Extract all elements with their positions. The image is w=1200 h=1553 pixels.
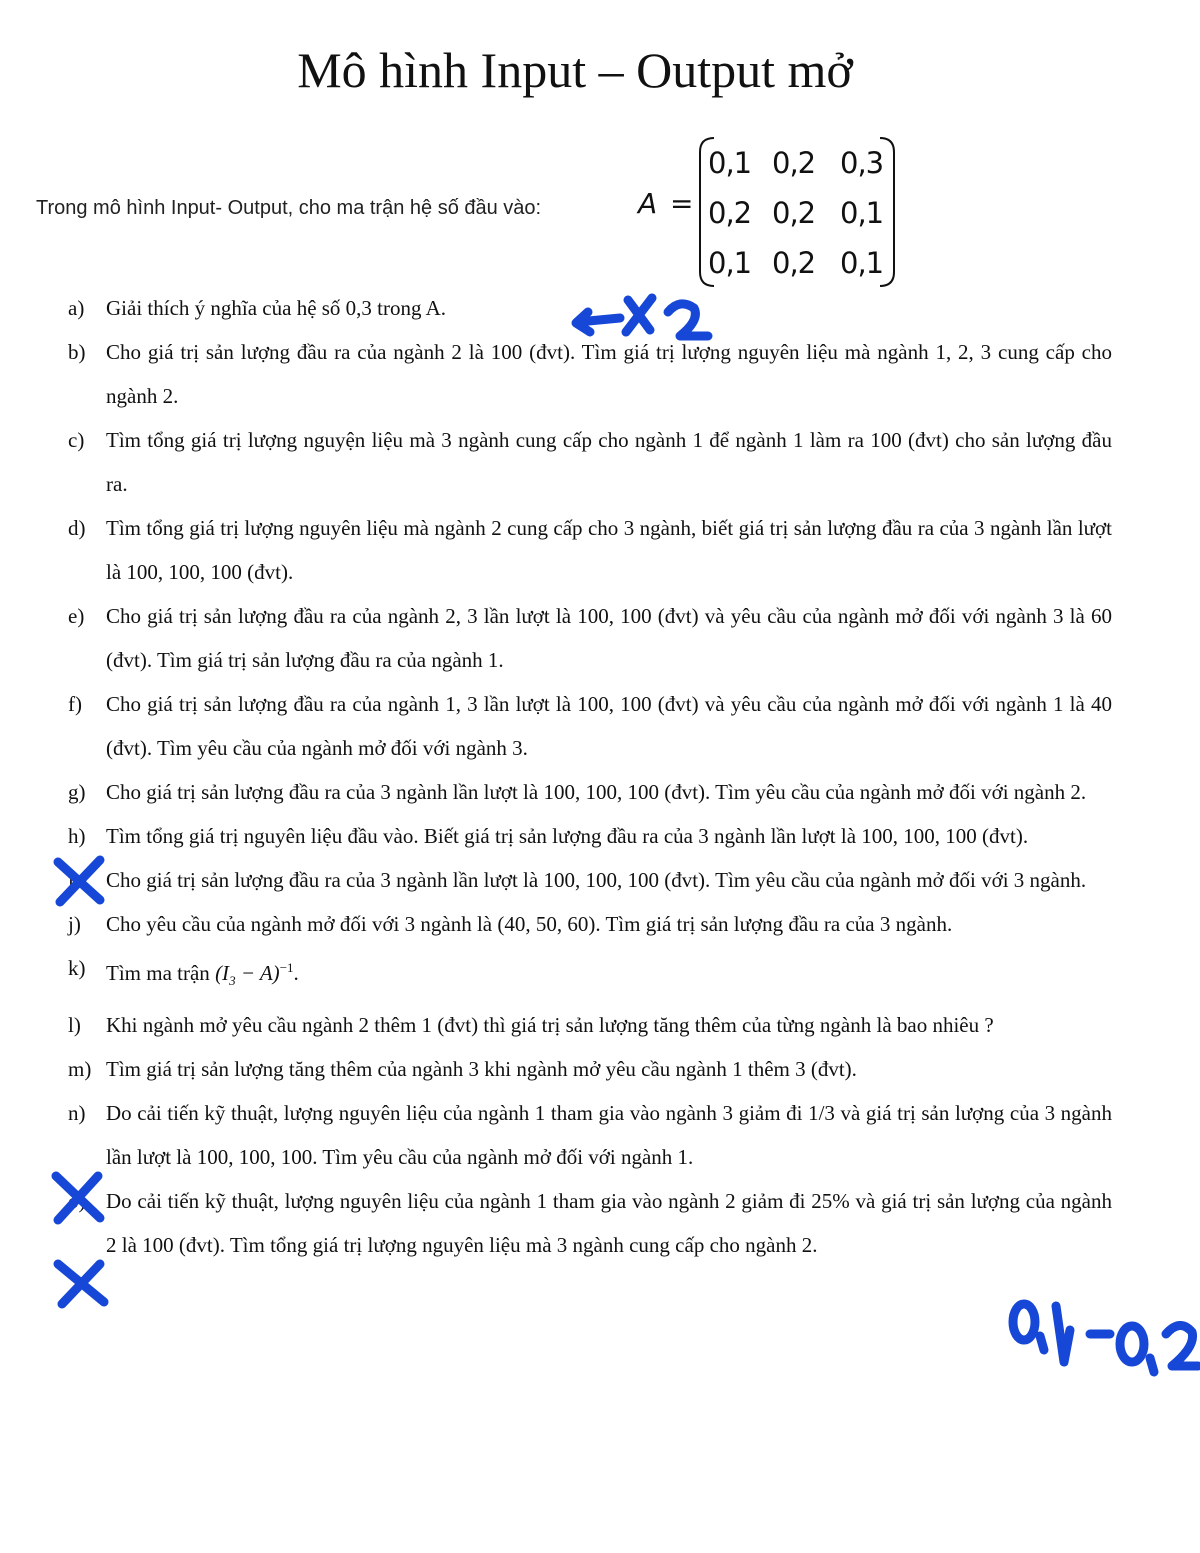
item-marker: c) [68, 428, 85, 452]
item-text: Cho giá trị sản lượng đầu ra của ngành 2 là 100 (đvt). Tìm giá trị lượng nguyên liệu mà ngành 1, 2, 3 cung cấp cho ngành 2. [106, 340, 1112, 408]
question-g [68, 770, 1112, 814]
question-m [68, 1047, 1112, 1091]
item-text: Cho giá trị sản lượng đầu ra của ngành 1, 3 lần lượt là 100, 100 (đvt) và yêu cầu của ngành mở đối với ngành 1 là 40 (đvt). Tìm yêu cầu của ngành mở đối với ngành 3. [106, 692, 1112, 760]
question-k: k) Tìm ma trận $(I_3 - A)^{-1}$. [68, 946, 1112, 1003]
matrix-label: A [638, 187, 658, 220]
equals-sign: = [670, 187, 694, 220]
item-marker: e) [68, 604, 85, 628]
cross-mark-m [58, 1264, 104, 1304]
matrix-cell: 0,2 [772, 196, 816, 230]
question-i [68, 858, 1112, 902]
handwritten-formula-note [1013, 1304, 1198, 1372]
item-text: Cho giá trị sản lượng đầu ra của ngành 2, 3 lần lượt là 100, 100 (đvt) và yêu cầu của ngành mở đối với ngành 3 là 60 (đvt). Tìm giá trị sản lượng đầu ra của ngành 1. [106, 604, 1112, 672]
question-b [68, 330, 1112, 418]
item-marker: b) [68, 340, 86, 364]
question-c [68, 418, 1112, 506]
item-text: Cho giá trị sản lượng đầu ra của 3 ngành lần lượt là 100, 100, 100 (đvt). Tìm yêu cầu của ngành mở đối với ngành 2. [106, 780, 1087, 804]
question-d [68, 506, 1112, 594]
item-text: Khi ngành mở yêu cầu ngành 2 thêm 1 (đvt) thì giá trị sản lượng tăng thêm của từng ngành là bao nhiêu ? [106, 1013, 994, 1038]
item-marker: g) [68, 780, 86, 804]
item-marker: a) [68, 296, 85, 320]
item-marker: i) [68, 868, 81, 892]
matrix-expression: $(I_3 - A)^{-1}$ [215, 960, 294, 989]
item-text: Cho giá trị sản lượng đầu ra của 3 ngành lần lượt là 100, 100, 100 (đvt). Tìm yêu cầu của ngành mở đối với 3 ngành. [106, 868, 1087, 892]
item-marker: h) [68, 824, 86, 848]
matrix-cell: 0,1 [708, 246, 752, 280]
item-text: Do cải tiến kỹ thuật, lượng nguyên liệu của ngành 1 tham gia vào ngành 2 giảm đi 25% và giá trị sản lượng của ngành 2 là 100 (đvt). Tìm tổng giá trị lượng nguyên liệu mà 3 ngành cung cấp cho ngành 2. [106, 1189, 1112, 1258]
item-marker: d) [68, 516, 86, 540]
item-marker: o) [68, 1189, 86, 1214]
matrix-cell: 0,1 [840, 196, 884, 230]
question-list [68, 286, 1112, 1267]
matrix-cell: 0,2 [772, 246, 816, 280]
page-title: Mô hình Input – Output mở [297, 42, 853, 98]
intro-text: Trong mô hình Input- Output, cho ma trận hệ số đầu vào: [36, 197, 542, 219]
item-marker: j) [68, 912, 81, 936]
coefficient-matrix [632, 132, 902, 292]
item-text: Giải thích ý nghĩa của hệ số 0,3 trong A. [106, 296, 447, 320]
question-n [68, 1091, 1112, 1179]
matrix-cells [708, 138, 898, 288]
matrix-cell: 0,1 [708, 146, 752, 180]
item-marker: k) [68, 956, 86, 980]
matrix-cell: 0,2 [708, 196, 752, 230]
matrix-cell: 0,2 [772, 146, 816, 180]
item-text: Tìm ma trận [106, 961, 210, 985]
item-text: Tìm tổng giá trị lượng nguyên liệu mà ngành 2 cung cấp cho 3 ngành, biết giá trị sản lượng đầu ra của 3 ngành lần lượt là 100, 100, 100 (đvt). [106, 516, 1112, 584]
item-text: Do cải tiến kỹ thuật, lượng nguyên liệu của ngành 1 tham gia vào ngành 3 giảm đi 1/3 và giá trị sản lượng của 3 ngành lần lượt là 100, 100, 100. Tìm yêu cầu của ngành mở đối với ngành 1. [106, 1101, 1112, 1170]
question-e [68, 594, 1112, 682]
question-l [68, 1003, 1112, 1047]
item-text: Tìm tổng giá trị nguyên liệu đầu vào. Biết giá trị sản lượng đầu ra của 3 ngành lần lượt là 100, 100, 100 (đvt). [106, 824, 1029, 848]
item-marker: m) [68, 1057, 92, 1082]
matrix-cell: 0,3 [840, 146, 884, 180]
question-j [68, 902, 1112, 946]
question-o [68, 1179, 1112, 1267]
item-text: Tìm giá trị sản lượng tăng thêm của ngành 3 khi ngành mở yêu cầu ngành 1 thêm 3 (đvt). [106, 1057, 857, 1082]
item-marker: n) [68, 1101, 86, 1126]
item-marker: l) [68, 1013, 81, 1038]
item-marker: f) [68, 692, 82, 716]
question-a [68, 286, 1112, 330]
item-text: Cho yêu cầu của ngành mở đối với 3 ngành là (40, 50, 60). Tìm giá trị sản lượng đầu ra của 3 ngành. [106, 912, 953, 936]
question-f [68, 682, 1112, 770]
item-text: Tìm tổng giá trị lượng nguyện liệu mà 3 ngành cung cấp cho ngành 1 để ngành 1 làm ra 100 (đvt) cho sản lượng đầu ra. [106, 428, 1112, 496]
matrix-cell: 0,1 [840, 246, 884, 280]
question-h [68, 814, 1112, 858]
